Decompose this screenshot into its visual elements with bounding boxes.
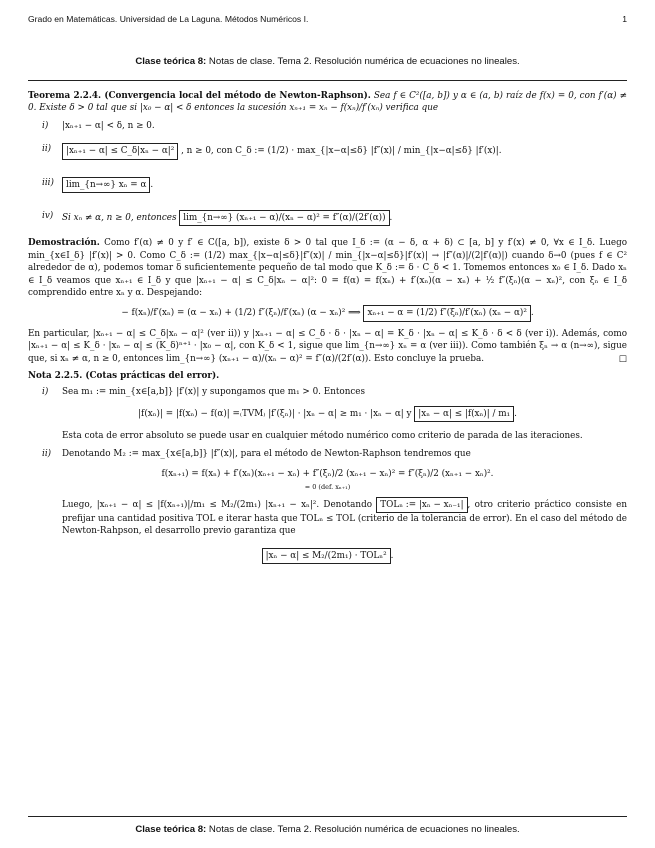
item-tail: . bbox=[389, 213, 393, 224]
theorem-statement: Sea f ∈ C²([a, b]) y α ∈ (a, b) raíz de f(x) = 0, con f′(α) ≠ 0. Existe δ > 0 tal que si |x₀ − α| < δ entonces la sucesión xₙ₊₁ = xₙ − f(xₙ)/f′(xₙ) verifica que bbox=[28, 91, 628, 114]
boxed-formula: TOLₙ := |xₙ − xₙ₋₁| bbox=[376, 497, 467, 513]
proof-paragraph-2 bbox=[28, 328, 627, 365]
qed-symbol: □ bbox=[618, 353, 627, 364]
note-heading-line bbox=[28, 370, 627, 382]
subtitle-rest: Notas de clase. Tema 2. Resolución numérica de ecuaciones no lineales. bbox=[206, 56, 520, 67]
item-label: i) bbox=[42, 386, 49, 397]
proof-text-1: Como f′(α) ≠ 0 y f′ ∈ C([a, b]), existe δ > 0 tal que I_δ := (α − δ, α + δ) ⊂ [a, b] y f′(x) ≠ 0, ∀x ∈ I_δ. Luego min_{x∈I_δ} |f′(x)| > 0. Como C_δ := (1/2) max_{|x−α|≤δ}|f″(x)| / min_{|x−α|≤δ}|f′(x)| → |f″(α)|/(2|f′(α)|) cuando δ→0 (pues f ∈ C² alrededor de α), podemos tomar δ suficientemente pequeño de tal modo que K_δ := δ · C_δ < 1. Tomemos entonces x₀ ∈ I_δ. Dado xₙ ∈ I_δ veamos que xₙ₊₁ ∈ I_δ y que |xₙ₊₁ − α| ≤ C_δ|xₙ − α|²: 0 = f(α) = f(xₙ) + f′(xₙ)(α − xₙ) + ½ f″(ξₙ)(α − xₙ)², con ξₙ ∈ I_δ comprendido entre xₙ y α. Despejando: bbox=[28, 238, 628, 299]
proof-paragraph-1 bbox=[28, 237, 627, 299]
item-text: Sea m₁ := min_{x∈[a,b]} |f′(x)| y supongamos que m₁ > 0. Entonces bbox=[62, 386, 366, 397]
note-i-after: Esta cota de error absoluto se puede usar en cualquier método numérico como criterio de parada de las iteraciones. bbox=[62, 431, 583, 442]
bottom-rule bbox=[28, 816, 627, 817]
item-label: iii) bbox=[42, 177, 54, 188]
paragraph-start: Luego, |xₙ₊₁ − α| ≤ |f(xₙ₊₁)|/m₁ ≤ M₂/(2m₁) |xₙ₊₁ − xₙ|². Denotando bbox=[62, 499, 372, 510]
subtitle-bold: Clase teórica 8: bbox=[135, 56, 207, 67]
page-footer bbox=[0, 824, 655, 835]
boxed-formula: |xₙ − α| ≤ |f(xₙ)| / m₁ bbox=[414, 406, 514, 422]
note-item-ii bbox=[28, 448, 627, 460]
theorem-item-iii bbox=[28, 177, 627, 193]
note-ii-equation bbox=[28, 468, 627, 480]
boxed-formula: lim_{n→∞} (xₙ₊₁ − α)/(xₙ − α)² = f″(α)/(2f′(α)) bbox=[179, 210, 389, 226]
equation-text: |f(xₙ)| = |f(xₙ) − f(α)| =₍TVM₎ |f′(ξₙ)| · |xₙ − α| ≥ m₁ · |xₙ − α| y bbox=[138, 408, 412, 419]
footer-bold: Clase teórica 8: bbox=[135, 824, 207, 835]
page-subtitle bbox=[0, 56, 655, 67]
boxed-formula: xₙ₊₁ − α = (1/2) f″(ξₙ)/f′(xₙ) (xₙ − α)² bbox=[363, 305, 530, 321]
note-i-equation: |f(xₙ)| = |f(xₙ) − f(α)| =₍TVM₎ |f′(ξₙ)| · |xₙ − α| ≥ m₁ · |xₙ − α| y |xₙ − α| ≤ |f(xₙ)| / m₁ . bbox=[28, 406, 627, 422]
item-text: Si xₙ ≠ α, n ≥ 0, entonces bbox=[62, 213, 177, 224]
paragraph-tail: , otro criterio práctico consiste en prefijar una cantidad positiva TOL e iterar hasta que TOLₙ ≤ TOL (criterio de la tolerancia de error). En el caso del método de Newton-Rahpson, el desarrollo previo garantiza que bbox=[62, 499, 627, 537]
equation-left: − f(xₙ)/f′(xₙ) = (α − xₙ) + (1/2) f″(ξₙ)/f′(xₙ) (α − xₙ)² ⟹ bbox=[121, 308, 361, 319]
note-heading: Nota 2.2.5. (Cotas prácticas del error). bbox=[28, 371, 220, 382]
item-label: ii) bbox=[42, 144, 52, 155]
item-text: Denotando M₂ := max_{x∈[a,b]} |f″(x)|, para el método de Newton-Raphson tendremos que bbox=[62, 448, 471, 459]
proof-text-2: En particular, |xₙ₊₁ − α| ≤ C_δ|xₙ − α|² (ver ii)) y |xₙ₊₁ − α| ≤ C_δ · δ · |xₙ − α| = K_δ · |xₙ − α| ≤ K_δ · δ < δ (ver i)). Además, como |xₙ₊₁ − α| ≤ K_δ · |xₙ − α| ≤ (K_δ)ⁿ⁺¹ · |x₀ − α|, con K_δ < 1, sigue que lim_{n→∞} xₙ = α (ver iii)). Como también ξₙ → α (n→∞), sigue que, si xₙ ≠ α, n ≥ 0, entonces lim_{n→∞} (xₙ₊₁ − α)/(xₙ − α)² = f″(α)/(2f′(α)). Esto concluye la prueba. bbox=[28, 328, 627, 364]
item-text: , n ≥ 0, con C_δ := (1/2) · max_{|x−α|≤δ} |f″(x)| / min_{|x−α|≤δ} |f′(x)|. bbox=[181, 146, 502, 157]
theorem-item-ii bbox=[28, 143, 627, 159]
item-label: i) bbox=[42, 120, 49, 131]
boxed-formula: |xₙ − α| ≤ M₂/(2m₁) · TOLₙ² bbox=[262, 548, 391, 564]
note-item-i bbox=[28, 386, 627, 398]
theorem-heading: Teorema 2.2.4. (Convergencia local del método de Newton-Raphson). bbox=[28, 91, 371, 101]
top-rule bbox=[28, 80, 627, 81]
proof-heading: Demostración. bbox=[28, 238, 100, 249]
final-equation: |xₙ − α| ≤ M₂/(2m₁) · TOLₙ² . bbox=[28, 548, 627, 564]
proof-equation: − f(xₙ)/f′(xₙ) = (α − xₙ) + (1/2) f″(ξₙ)/f′(xₙ) (α − xₙ)² ⟹ xₙ₊₁ − α = (1/2) f″(ξₙ)/f′(xₙ) (xₙ − α)² . bbox=[28, 305, 627, 321]
item-label: ii) bbox=[42, 448, 52, 459]
item-text: . bbox=[150, 179, 154, 190]
theorem-item-i bbox=[28, 120, 627, 132]
underbrace-text: = 0 (def. xₙ₊₁) bbox=[304, 482, 351, 491]
footer-rest: Notas de clase. Tema 2. Resolución numérica de ecuaciones no lineales. bbox=[206, 824, 520, 835]
running-header bbox=[28, 14, 627, 24]
boxed-formula: lim_{n→∞} xₙ = α bbox=[62, 177, 150, 193]
page-content bbox=[28, 90, 627, 574]
boxed-formula: |xₙ₊₁ − α| ≤ C_δ|xₙ − α|² bbox=[62, 143, 178, 159]
equation-text: f(xₙ₊₁) = f(xₙ) + f′(xₙ)(xₙ₊₁ − xₙ) + f″(ξₙ)/2 (xₙ₊₁ − xₙ)² = f″(ξₙ)/2 (xₙ₊₁ − xₙ)². bbox=[161, 469, 494, 480]
item-text: |xₙ₊₁ − α| < δ, n ≥ 0. bbox=[62, 120, 155, 131]
item-label: iv) bbox=[42, 211, 54, 222]
header-text: Grado en Matemáticas. Universidad de La Laguna. Métodos Numéricos I. bbox=[28, 14, 309, 24]
theorem-paragraph bbox=[28, 90, 627, 115]
note-ii-paragraph bbox=[28, 497, 627, 538]
theorem-item-iv bbox=[28, 210, 627, 226]
underbrace-note bbox=[28, 483, 627, 491]
page-number: 1 bbox=[622, 14, 627, 24]
